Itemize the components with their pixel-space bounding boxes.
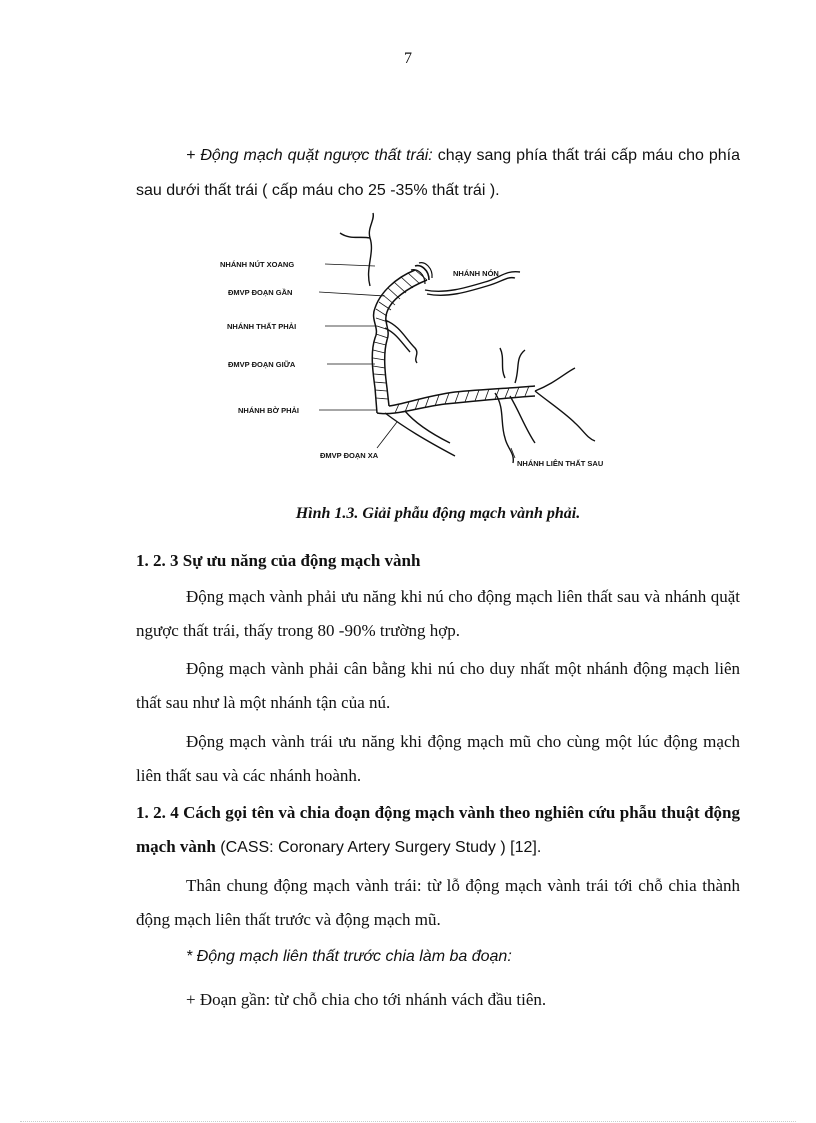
- section-124-subheading: * Động mạch liên thất trước chia làm ba đoạn:: [186, 948, 512, 965]
- label-nhanh-nut-xoang: NHÁNH NÚT XOANG: [220, 260, 295, 269]
- section-124-paragraph-2: + Đoạn gần: từ chỗ chia cho tới nhánh vách đầu tiên.: [186, 990, 547, 1009]
- label-nhanh-bo-phai: NHÁNH BỜ PHẢI: [238, 406, 299, 415]
- section-123-paragraph-2: Động mạch vành phải cân bằng khi nú cho duy nhất một nhánh động mạch liên thất sau như là một nhánh tận của nú.: [136, 659, 740, 712]
- footer-divider: [20, 1121, 796, 1122]
- label-nhanh-that-phai: NHÁNH THẤT PHẢI: [227, 322, 297, 331]
- label-nhanh-lien-that-sau: NHÁNH LIÊN THẤT SAU: [517, 459, 604, 468]
- coronary-artery-figure: [215, 208, 655, 478]
- section-124-heading-bold: 1. 2. 4 Cách gọi tên và chia đoạn động mạch vành theo nghiên cứu phẫu thuật động mạch vành: [136, 803, 740, 856]
- intro-rest: chạy sang phía thất trái cấp máu cho phía sau dưới thất trái ( cấp máu cho 25 -35% thất trái ).: [136, 147, 740, 199]
- section-123-paragraph-1: Động mạch vành phải ưu năng khi nú cho động mạch liên thất sau và nhánh quặt ngược thất trái, thấy trong 80 -90% trường hợp.: [136, 587, 740, 640]
- label-nhanh-non: NHÁNH NÓN: [453, 269, 499, 278]
- label-doan-xa: ĐMVP ĐOẠN XA: [320, 451, 379, 460]
- section-124-paragraph-1: Thân chung động mạch vành trái: từ lỗ động mạch vành trái tới chỗ chia thành động mạch liên thất trước và động mạch mũ.: [136, 876, 740, 929]
- figure-caption: Hình 1.3. Giải phẫu động mạch vành phải.: [295, 505, 581, 522]
- page-number: 7: [404, 50, 412, 67]
- section-123-paragraph-3: Động mạch vành trái ưu năng khi động mạch mũ cho cùng một lúc động mạch liên thất sau và các nhánh hoành.: [136, 732, 740, 785]
- section-124-heading: [136, 796, 740, 865]
- label-doan-giua: ĐMVP ĐOẠN GIỮA: [228, 360, 296, 369]
- intro-paragraph: [136, 138, 740, 208]
- section-124-heading-rest: (CASS: Coronary Artery Surgery Study ) [12].: [215, 839, 542, 856]
- section-123-heading: 1. 2. 3 Sự ưu năng của động mạch vành: [136, 551, 421, 570]
- intro-lead: + Động mạch quặt ngược thất trái:: [186, 147, 433, 164]
- label-doan-gan: ĐMVP ĐOẠN GẦN: [228, 288, 293, 297]
